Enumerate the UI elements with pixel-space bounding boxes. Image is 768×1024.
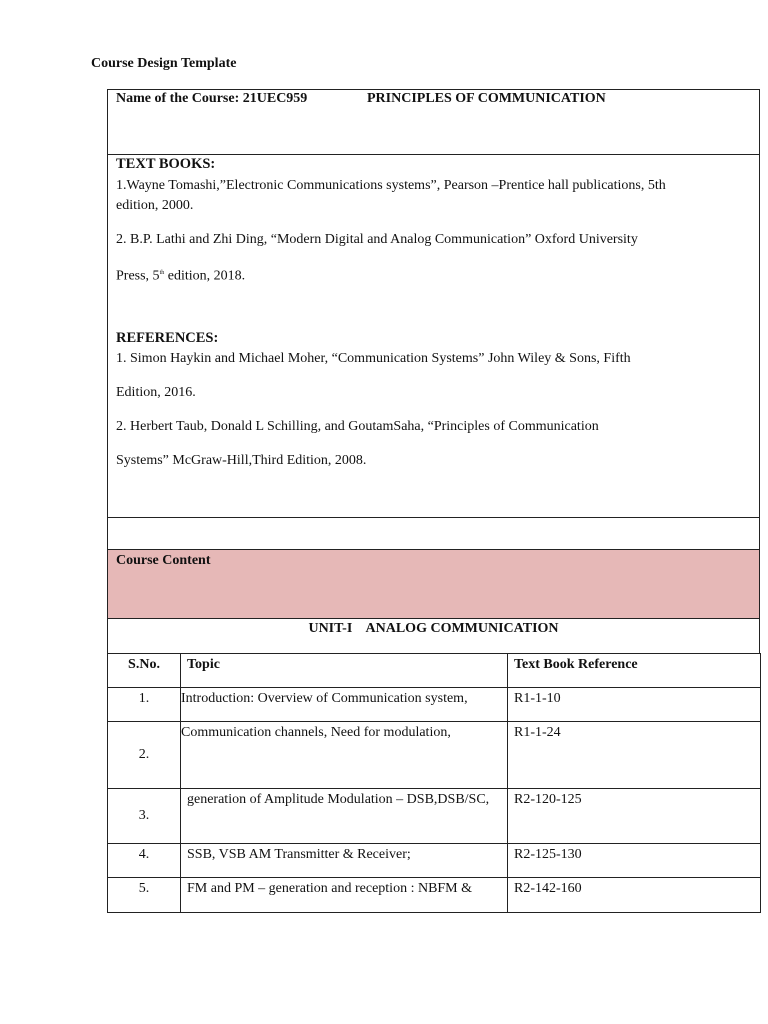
- row-topic: SSB, VSB AM Transmitter & Receiver;: [181, 844, 508, 878]
- course-content-section: [107, 549, 760, 619]
- row-topic: FM and PM – generation and reception : NBFM &: [181, 878, 508, 913]
- row-sno: 2.: [108, 722, 181, 789]
- row-reference: R1-1-24: [508, 722, 761, 789]
- table-row: [108, 789, 761, 844]
- text-book-2-line-2a: Press, 5: [116, 268, 160, 284]
- row-topic: Communication channels, Need for modulation,: [181, 722, 508, 789]
- table-row: [108, 722, 761, 789]
- unit-section: [107, 618, 760, 654]
- reference-2-line-1: 2. Herbert Taub, Donald L Schilling, and GoutamSaha, “Principles of Communication: [116, 419, 599, 434]
- reference-1-line-1: 1. Simon Haykin and Michael Moher, “Communication Systems” John Wiley & Sons, Fifth: [116, 351, 631, 366]
- text-books-heading: TEXT BOOKS:: [116, 156, 216, 172]
- text-book-2-line-2b: edition, 2018.: [164, 268, 246, 284]
- table-row: [108, 844, 761, 878]
- row-sno: 1.: [108, 688, 181, 722]
- text-book-2-line-2: [116, 263, 719, 287]
- row-topic: generation of Amplitude Modulation – DSB,DSB/SC,: [181, 789, 508, 844]
- topics-table: [107, 653, 761, 913]
- row-reference: R2-120-125: [508, 789, 761, 844]
- row-sno: 5.: [108, 878, 181, 913]
- course-header: [116, 91, 606, 107]
- reference-2-line-2: Systems” McGraw-Hill,Third Edition, 2008.: [116, 453, 367, 468]
- text-book-1-line-1: 1.Wayne Tomashi,”Electronic Communications systems”, Pearson –Prentice hall publications, 5th: [116, 178, 666, 193]
- row-sno: 4.: [108, 844, 181, 878]
- row-sno: 3.: [108, 789, 181, 844]
- books-section: [107, 154, 760, 518]
- row-reference: R1-1-10: [508, 688, 761, 722]
- text-book-1-line-2: edition, 2000.: [116, 198, 194, 213]
- table-header-row: [108, 654, 761, 688]
- text-book-2-line-1: 2. B.P. Lathi and Zhi Ding, “Modern Digital and Analog Communication” Oxford University: [116, 232, 638, 247]
- text-book-2-sup: th: [159, 270, 165, 276]
- course-code-label: Name of the Course: 21UEC959: [116, 91, 308, 106]
- header-topic: Topic: [181, 654, 508, 688]
- row-reference: R2-142-160: [508, 878, 761, 913]
- document-title: Course Design Template: [91, 56, 237, 71]
- reference-1-line-2: Edition, 2016.: [116, 385, 196, 400]
- unit-title: UNIT-I ANALOG COMMUNICATION: [308, 621, 559, 636]
- row-reference: R2-125-130: [508, 844, 761, 878]
- table-row: [108, 878, 761, 913]
- course-title: PRINCIPLES OF COMMUNICATION: [367, 91, 606, 106]
- course-name-section: [107, 89, 760, 155]
- references-heading: REFERENCES:: [116, 330, 219, 346]
- header-reference: Text Book Reference: [508, 654, 761, 688]
- course-content-label: Course Content: [116, 553, 211, 568]
- row-topic: Introduction: Overview of Communication system,: [181, 688, 508, 722]
- table-row: [108, 688, 761, 722]
- blank-row: [107, 517, 760, 550]
- header-sno: S.No.: [108, 654, 181, 688]
